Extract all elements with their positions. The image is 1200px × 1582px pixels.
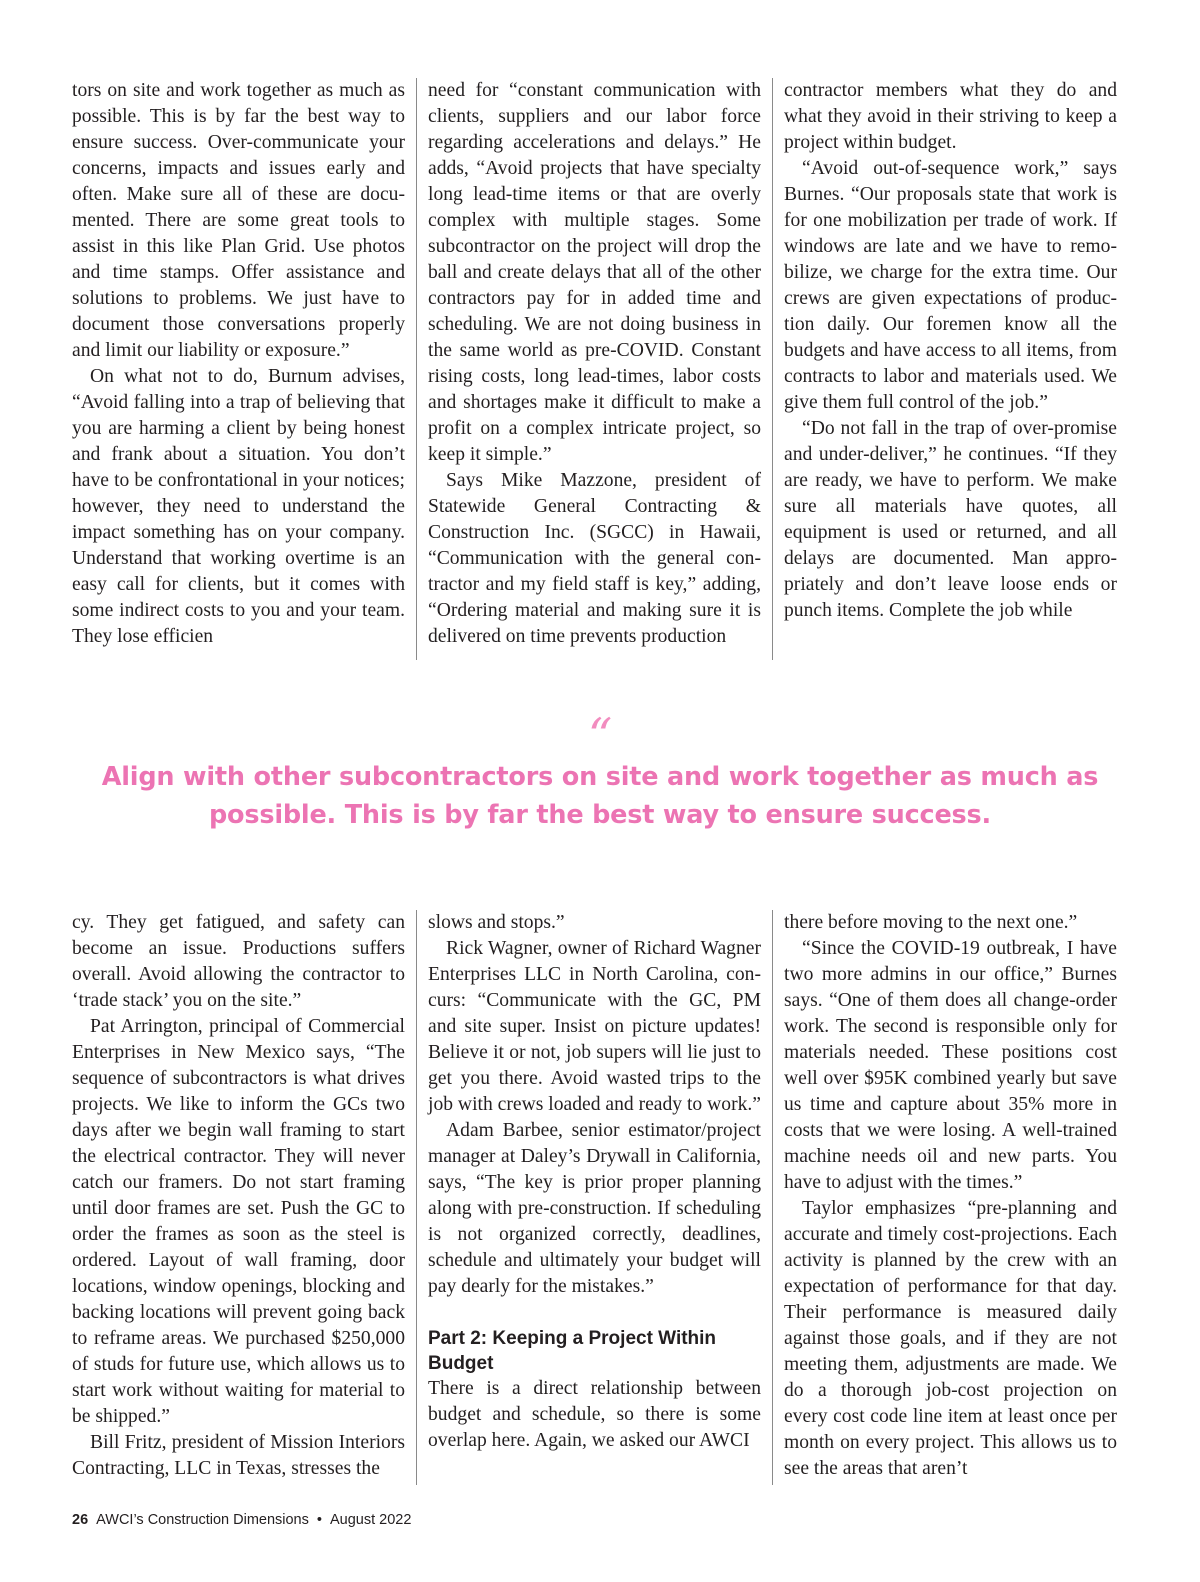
page-footer [72,1512,411,1528]
article-paragraph: need for “constant communication with clients, suppliers and our labor force regarding accelerations and delays.” He adds, “Avoid projects that have specialty long lead-time items or that are overly complex with multiple stages. Some subcontractor on the project will drop the ball and create delays that all of the other contractors pay for in added time and scheduling. We are not doing business in the same world as pre-COVID. Constant rising costs, long lead-times, labor costs and shortages make it difficult to make a profit on a complex intricate project, so keep it simple.” [428,80,761,465]
pull-quote-text: Align with other subcontractors on site and work together as much as possible. This is by far the best way to ensure success. [101,762,1099,830]
article-paragraph: Adam Barbee, senior estimator/project manager at Daley’s Drywall in California, says, “The key is prior proper planning along with pre-construction. If scheduling is not organized correctly, deadlines, schedule and ultimately your budget will pay dearly for the mistakes.” [428,1120,761,1297]
article-paragraph: there before moving to the next one.” [784,912,1078,933]
top-article-columns [72,78,1118,660]
article-paragraph: slows and stops.” [428,912,565,933]
article-paragraph: “Since the COVID-19 outbreak, I have two more admins in our office,” Burnes says. “One of them does all change-order work. The second is responsible only for materials needed. These positions cost well over $95K combined yearly but save us time and capture about 35% more in costs that we were losing. A well-trained machine needs oil and new parts. You have to adjust with the times.” [784,938,1117,1193]
article-column [416,910,772,1485]
article-paragraph: Says Mike Mazzone, president of Statewide General Contracting & Construction Inc. (SGCC) in Hawaii, “Communication with the general contractor and my field staff is key,” adding, “Ordering material and making sure it is delivered on time prevents production [428,470,761,647]
article-column [772,78,1117,660]
page-number: 26 [72,1512,89,1528]
bottom-article-columns [72,910,1118,1485]
article-paragraph: “Avoid out-of-sequence work,” says Burnes. “Our proposals state that work is for one mobilization per trade of work. If windows are late and we have to remobilize, we charge for the extra time. Our crews are given expectations of production daily. Our foremen know all the budgets and have access to all items, from contracts to labor and materials used. We give them full control of the job.” [784,158,1117,413]
article-paragraph: Bill Fritz, president of Mission Interiors Contracting, LLC in Texas, stresses the [72,1432,405,1479]
article-paragraph: Rick Wagner, owner of Richard Wagner Enterprises LLC in North Carolina, concurs: “Communicate with the GC, PM and site super. Insist on picture updates! Believe it or not, job supers will lie just to get you there. Avoid wasted trips to the job with crews loaded and ready to work.” [428,938,761,1115]
issue-date: August 2022 [329,1512,412,1528]
article-paragraph: On what not to do, Burnum advises, “Avoid falling into a trap of believing that you are harming a client by being honest and frank about a situation. You don’t have to be confrontational in your notices; however, they need to understand the impact something has on your company. Understand that working overtime is an easy call for clients, but it comes with some indirect costs to you and your team. They lose efficien [72,366,405,647]
article-paragraph: Pat Arrington, principal of Commercial Enterprises in New Mexico says, “The sequence of subcontractors is what drives projects. We like to inform the GCs two days after we begin wall framing to start the electrical contractor. They will never catch our framers. Do not start framing until door frames are set. Push the GC to order the frames as soon as the steel is ordered. Layout of wall framing, door locations, window openings, blocking and backing locations will prevent going back to reframe areas. We purchased $250,000 of studs for future use, which allows us to start work without waiting for material to be shipped.” [72,1016,405,1427]
article-paragraph: “Do not fall in the trap of over-promise and under-deliver,” he continues. “If they are ready, we have to perform. We make sure all materials have quotes, all equipment is used or returned, and all delays are documented. Man appropriately and don’t leave loose ends or punch items. Complete the job while [784,418,1117,621]
pull-quote [60,708,1140,834]
article-column [72,78,416,660]
article-paragraph: tors on site and work together as much as possible. This is by far the best way to ensure success. Over-communicate your concerns, impacts and issues early and often. Make sure all of these are documented. There are some great tools to assist in this like Plan Grid. Use photos and time stamps. Offer assistance and solutions to problems. We just have to document those conversations properly and limit our liability or exposure.” [72,80,405,361]
section-heading: Part 2: Keeping a Project Within Budget [428,1328,717,1374]
article-column [772,910,1117,1485]
article-paragraph: There is a direct relationship between budget and schedule, so there is some overlap here. Again, we asked our AWCI [428,1378,761,1451]
footer-separator: • [316,1512,322,1528]
quote-mark-icon: “ [587,708,613,764]
article-paragraph: Taylor emphasizes “pre-planning and accurate and timely cost-projections. Each activity is planned by the crew with an expectation of performance for that day. Their performance is measured daily against those goals, and if they are not meeting them, adjustments are made. We do a thorough job-cost projection on every cost code line item at least once per month on every project. This allows us to see the areas that aren’t [784,1198,1117,1479]
article-paragraph: contractor members what they do and what they avoid in their striving to keep a project within budget. [784,80,1117,153]
article-column [72,910,416,1485]
publication-name: AWCI’s Construction Dimensions [96,1512,309,1528]
article-paragraph: cy. They get fatigued, and safety can become an issue. Productions suffers overall. Avoid allowing the contractor to ‘trade stack’ you on the site.” [72,912,405,1011]
article-column [416,78,772,660]
